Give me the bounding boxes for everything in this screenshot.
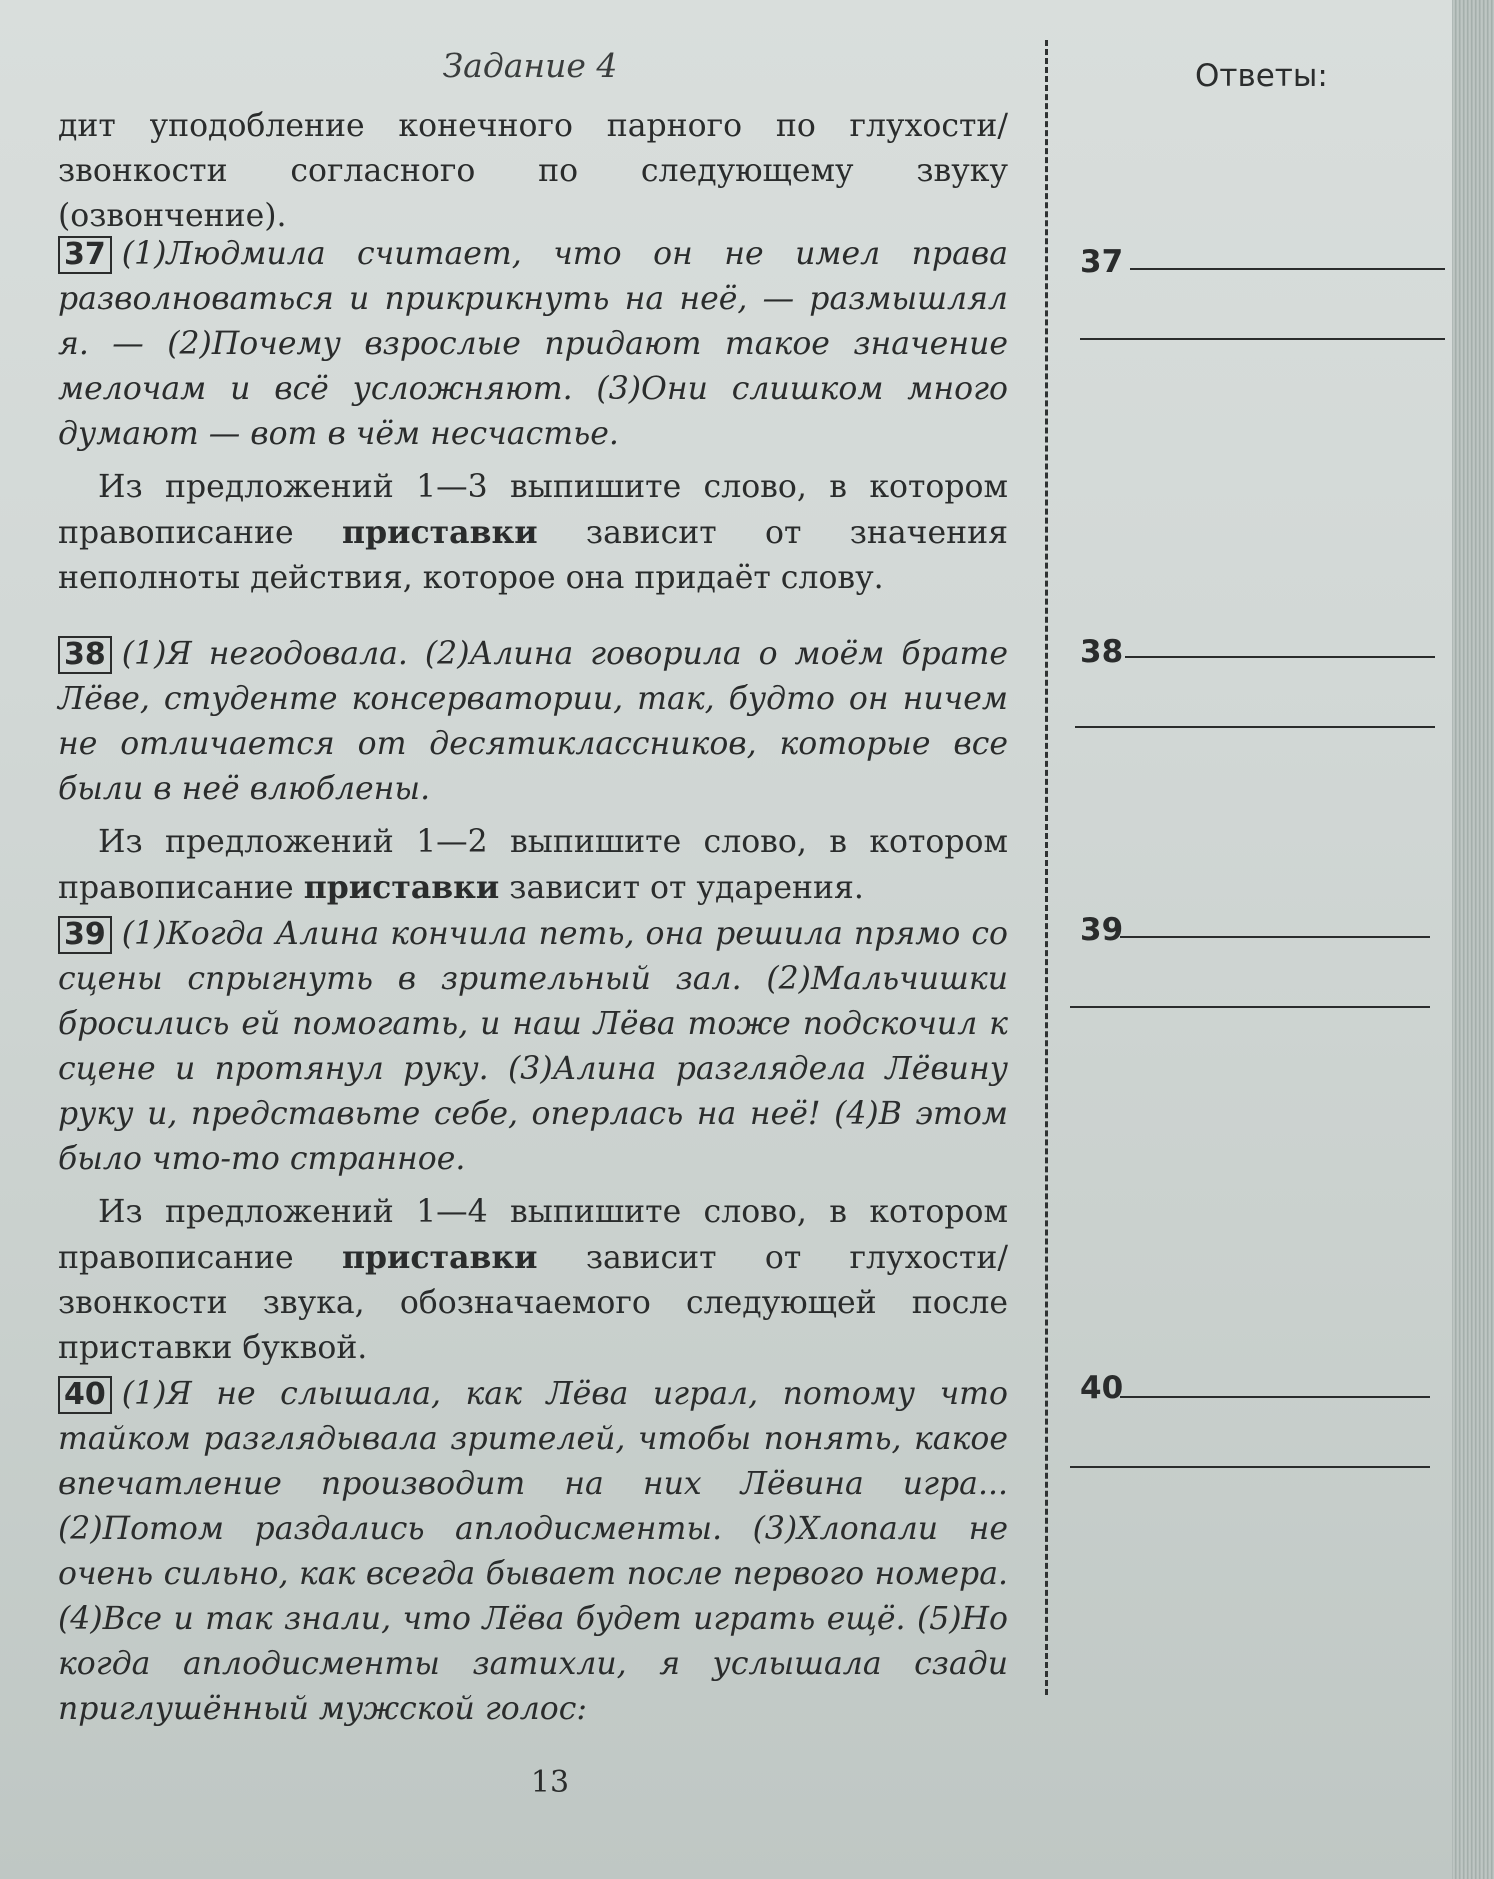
task-39-instruction-end: зависит от глухости/звонкости звука, обозначаемого следующей после приставки буквой. bbox=[58, 1240, 1008, 1366]
answer-38-label: 38 bbox=[1080, 634, 1124, 670]
answer-40-line-2[interactable] bbox=[1070, 1466, 1430, 1468]
page-number: 13 bbox=[530, 1765, 570, 1800]
answer-40-label: 40 bbox=[1080, 1370, 1124, 1406]
dashed-divider bbox=[1045, 40, 1048, 1695]
task-39-instruction-bold: приставки bbox=[341, 1239, 538, 1276]
answer-39-label: 39 bbox=[1080, 912, 1124, 948]
task-38-instruction-end: зависит от ударения. bbox=[499, 870, 864, 906]
task-38 bbox=[58, 632, 1008, 911]
answer-38-line-2[interactable] bbox=[1075, 726, 1435, 728]
task-37-instruction-start: Из предложений 1—3 выпишите слово, в котором правописание bbox=[58, 469, 1008, 551]
section-heading: Задание 4 bbox=[442, 46, 618, 85]
task-39-instruction bbox=[58, 1190, 1008, 1371]
task-38-number: 38 bbox=[58, 636, 112, 674]
task-37-text: (1)Людмила считает, что он не имел права разволноваться и прикрикнуть на неё, — размышлял я. — (2)Почему взрослые придают такое значение мелочам и всё усложняют. (3)Они слишком много думают — вот в чём несчастье. bbox=[58, 236, 1008, 452]
task-37-instruction-bold: приставки bbox=[342, 514, 538, 551]
task-38-passage bbox=[58, 632, 1008, 812]
task-38-instruction-start: Из предложений 1—2 выпишите слово, в котором правописание bbox=[58, 824, 1008, 906]
answer-field-39[interactable] bbox=[1070, 912, 1450, 952]
answer-37-label: 37 bbox=[1080, 244, 1124, 280]
task-40 bbox=[58, 1372, 1008, 1732]
task-40-passage bbox=[58, 1372, 1008, 1732]
answer-37-line-2[interactable] bbox=[1080, 338, 1445, 340]
task-37-instruction-end: зависит от значения неполноты действия, которое она придаёт слову. bbox=[58, 515, 1008, 596]
task-39 bbox=[58, 912, 1008, 1371]
task-38-text: (1)Я негодовала. (2)Алина говорила о моём брате Лёве, студенте консерватории, так, будто он ничем не отличается от десятиклассников, которые все были в неё влюблены. bbox=[58, 636, 1008, 807]
answer-37-line-1[interactable] bbox=[1130, 268, 1445, 270]
task-37-instruction bbox=[58, 465, 1008, 601]
task-40-number: 40 bbox=[58, 1376, 112, 1414]
task-39-passage bbox=[58, 912, 1008, 1182]
task-40-text: (1)Я не слышала, как Лёва играл, потому что тайком разглядывала зрителей, чтобы понять, какое впечатление производит на них Лёвина игра... (2)Потом раздались аплодисменты. (3)Хлопали не очень сильно, как всегда бывает после первого номера. (4)Все и так знали, что Лёва будет играть ещё. (5)Но когда аплодисменты затихли, я услышала сзади приглушённый мужской голос: bbox=[58, 1376, 1008, 1727]
task-38-instruction-bold: приставки bbox=[303, 869, 500, 906]
answer-field-37[interactable] bbox=[1070, 244, 1450, 284]
task-39-instruction-start: Из предложений 1—4 выпишите слово, в котором правописание bbox=[58, 1194, 1008, 1276]
answer-field-40[interactable] bbox=[1070, 1370, 1450, 1410]
answer-field-38[interactable] bbox=[1070, 634, 1450, 674]
answers-heading: Ответы: bbox=[1195, 58, 1328, 94]
answer-39-line-2[interactable] bbox=[1070, 1006, 1430, 1008]
task-39-number: 39 bbox=[58, 916, 112, 954]
task-37-number: 37 bbox=[58, 236, 112, 274]
answer-39-line-1[interactable] bbox=[1120, 936, 1430, 938]
task-37 bbox=[58, 232, 1008, 601]
task-38-instruction bbox=[58, 820, 1008, 911]
book-page-edge bbox=[1452, 0, 1494, 1879]
intro-paragraph bbox=[58, 104, 1008, 239]
answer-38-line-1[interactable] bbox=[1125, 656, 1435, 658]
answer-40-line-1[interactable] bbox=[1120, 1396, 1430, 1398]
task-37-passage bbox=[58, 232, 1008, 457]
task-39-text: (1)Когда Алина кончила петь, она решила прямо со сцены спрыгнуть в зрительный зал. (2)Мальчишки бросились ей помогать, и наш Лёва тоже подскочил к сцене и протянул руку. (3)Алина разглядела Лёвину руку и, представьте себе, оперлась на неё! (4)В этом было что-то странное. bbox=[58, 916, 1008, 1177]
intro-text: дит уподобление конечного парного по глухости/звонкости согласного по следующему звуку (озвончение). bbox=[58, 108, 1008, 234]
